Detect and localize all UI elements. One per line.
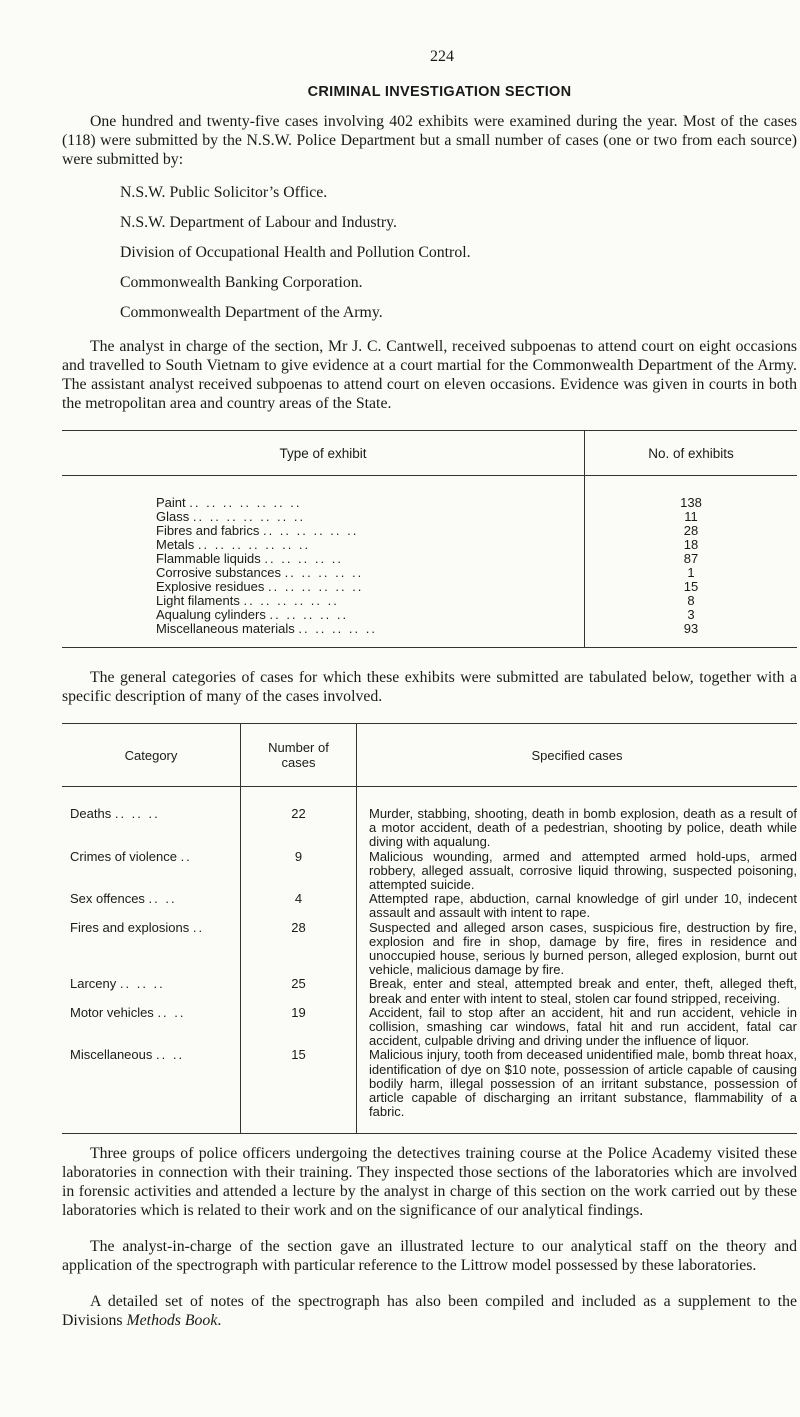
table-row: [62, 850, 797, 893]
table-row: [62, 552, 797, 566]
section-title: CRIMINAL INVESTIGATION SECTION: [307, 84, 572, 100]
source-list: [120, 183, 797, 322]
table-row: [62, 510, 797, 524]
document-page: [62, 48, 797, 1330]
header-type-of-exhibit: Type of exhibit: [62, 431, 585, 476]
table-row: [62, 580, 797, 594]
exhibit-count: 87: [683, 551, 699, 566]
notes-paragraph: A detailed set of notes of the spectrograph has also been compiled and included as a supplement to the Divisions Methods Book.: [62, 1293, 797, 1330]
table-row: [62, 977, 797, 1005]
case-number: 28: [241, 921, 357, 978]
case-specified: Accident, fail to stop after an accident, hit and run accident, vehicle in collision, smashing car windows, fatal hit and run accident, fatal car accident, culpable driving and driving under the influence of liquor.: [369, 1004, 797, 1049]
case-specified: Murder, stabbing, shooting, death in bomb explosion, death as a result of a motor accident, death of a pedestrian, shooting by police, death while diving with aqualung.: [369, 806, 797, 850]
case-number: 4: [241, 892, 357, 920]
source-item: N.S.W. Public Solicitor’s Office.: [120, 184, 328, 201]
exhibit-type: Miscellaneous materials .. .. .. .. ..: [62, 622, 585, 648]
exhibit-type: Aqualung cylinders .. .. .. .. ..: [62, 608, 585, 622]
case-category: Crimes of violence ..: [62, 850, 241, 893]
header-number-of-cases: Number of cases: [241, 724, 357, 787]
exhibits-table: [62, 430, 797, 648]
categories-paragraph: The general categories of cases for which these exhibits were submitted are tabulated below, together with a specific description of many of the cases involved.: [62, 669, 797, 705]
exhibit-count: 28: [683, 523, 699, 538]
exhibit-type: Light filaments .. .. .. .. .. ..: [62, 594, 585, 608]
training-paragraph: Three groups of police officers undergoing the detectives training course at the Police Academy visited these laboratories in connection with their training. They inspected those sections of the laboratories which are involved in forensic activities and attended a lecture by the analyst in charge of this section on the work carried out by these laboratories which is related to their work and on the significance of our analytical findings.: [62, 1145, 797, 1220]
source-item: N.S.W. Department of Labour and Industry.: [120, 214, 397, 231]
source-item: Commonwealth Banking Corporation.: [120, 274, 363, 291]
table-row: [62, 921, 797, 978]
source-item: Commonwealth Department of the Army.: [120, 304, 383, 321]
exhibit-type: Fibres and fabrics .. .. .. .. .. ..: [62, 524, 585, 538]
exhibit-count: 138: [680, 495, 702, 510]
table-row: [62, 594, 797, 608]
header-category: Category: [62, 724, 241, 787]
exhibit-type: Explosive residues .. .. .. .. .. ..: [62, 580, 585, 594]
case-number: 19: [241, 1006, 357, 1049]
case-number: 22: [241, 787, 357, 850]
exhibit-type: Glass .. .. .. .. .. .. ..: [62, 510, 585, 524]
case-specified: Malicious wounding, armed and attempted armed hold-ups, armed robbery, alleged assualt, corrosive liquid throwing, suspected poisoning, attempted suicide.: [369, 848, 797, 893]
case-specified: Attempted rape, abduction, carnal knowledge of girl under 10, indecent assault and assault with intent to rape.: [369, 891, 797, 921]
exhibit-count: 11: [684, 509, 698, 524]
case-category: Fires and explosions ..: [62, 921, 241, 978]
exhibit-count: 18: [683, 537, 699, 552]
exhibits-table-header: [62, 431, 797, 476]
exhibit-type: Paint .. .. .. .. .. .. ..: [62, 476, 585, 511]
exhibit-type: Corrosive substances .. .. .. .. ..: [62, 566, 585, 580]
table-row: [62, 1048, 797, 1134]
case-specified: Break, enter and steal, attempted break and enter, theft, alleged theft, break and enter with intent to steal, stolen car found stripped, receiving.: [369, 976, 797, 1006]
page-number: 224: [430, 48, 454, 65]
case-number: 9: [241, 850, 357, 893]
header-no-of-exhibits: No. of exhibits: [585, 431, 798, 476]
lecture-paragraph: The analyst-in-charge of the section gave an illustrated lecture to our analytical staff on the theory and application of the spectrograph with particular reference to the Littrow model possessed by these laboratories.: [62, 1238, 797, 1275]
case-category: Sex offences .. ..: [62, 892, 241, 920]
table-row: [62, 787, 797, 850]
exhibit-type: Flammable liquids .. .. .. .. ..: [62, 552, 585, 566]
exhibit-count: 93: [585, 622, 798, 648]
table-row: [62, 622, 797, 648]
table-row: [62, 566, 797, 580]
case-category: Larceny .. .. ..: [62, 977, 241, 1005]
header-specified-cases: Specified cases: [357, 724, 798, 787]
methods-book-title: Methods Book: [126, 1312, 218, 1330]
case-number: 15: [241, 1048, 357, 1134]
case-number: 25: [241, 977, 357, 1005]
case-specified: Malicious injury, tooth from deceased unidentified male, bomb threat hoax, identification of dye on $10 note, possession of article capable of causing bodily harm, illegal possession of an irritant substance, possession of article capable of discharging an irritant substance, flammability of a fabric.: [357, 1048, 798, 1134]
exhibit-count: 15: [683, 579, 699, 594]
cases-table-header: [62, 724, 797, 787]
cases-table: [62, 723, 797, 1134]
case-category: Miscellaneous .. ..: [62, 1048, 241, 1134]
analyst-paragraph: The analyst in charge of the section, Mr J. C. Cantwell, received subpoenas to attend court on eight occasions and travelled to South Vietnam to give evidence at a court martial for the Commonwealth Department of the Army. The assistant analyst received subpoenas to attend court on eleven occasions. Evidence was given in courts in both the metropolitan area and country areas of the State.: [62, 338, 797, 412]
table-row: [62, 608, 797, 622]
table-row: [62, 524, 797, 538]
case-category: Motor vehicles .. ..: [62, 1006, 241, 1049]
source-item: Division of Occupational Health and Pollution Control.: [120, 244, 471, 261]
table-row: [62, 1006, 797, 1049]
exhibit-type: Metals .. .. .. .. .. .. ..: [62, 538, 585, 552]
table-row: [62, 538, 797, 552]
table-row: [62, 892, 797, 920]
case-category: Deaths .. .. ..: [62, 787, 241, 850]
intro-paragraph: One hundred and twenty-five cases involving 402 exhibits were examined during the year. Most of the cases (118) were submitted by the N.S.W. Police Department but a small number of cases (one or two from each source) were submitted by:: [62, 113, 797, 168]
exhibit-count: 3: [687, 607, 695, 622]
case-specified: Suspected and alleged arson cases, suspicious fire, destruction by fire, explosion and fire in shop, damage by fire, fires in residence and unoccupied house, serious ly burned person, alleged explosion, burnt out vehicle, malicious damage by fire.: [369, 919, 797, 978]
exhibit-count: 8: [687, 593, 695, 608]
table-row: [62, 476, 797, 511]
exhibit-count: 1: [687, 565, 695, 580]
